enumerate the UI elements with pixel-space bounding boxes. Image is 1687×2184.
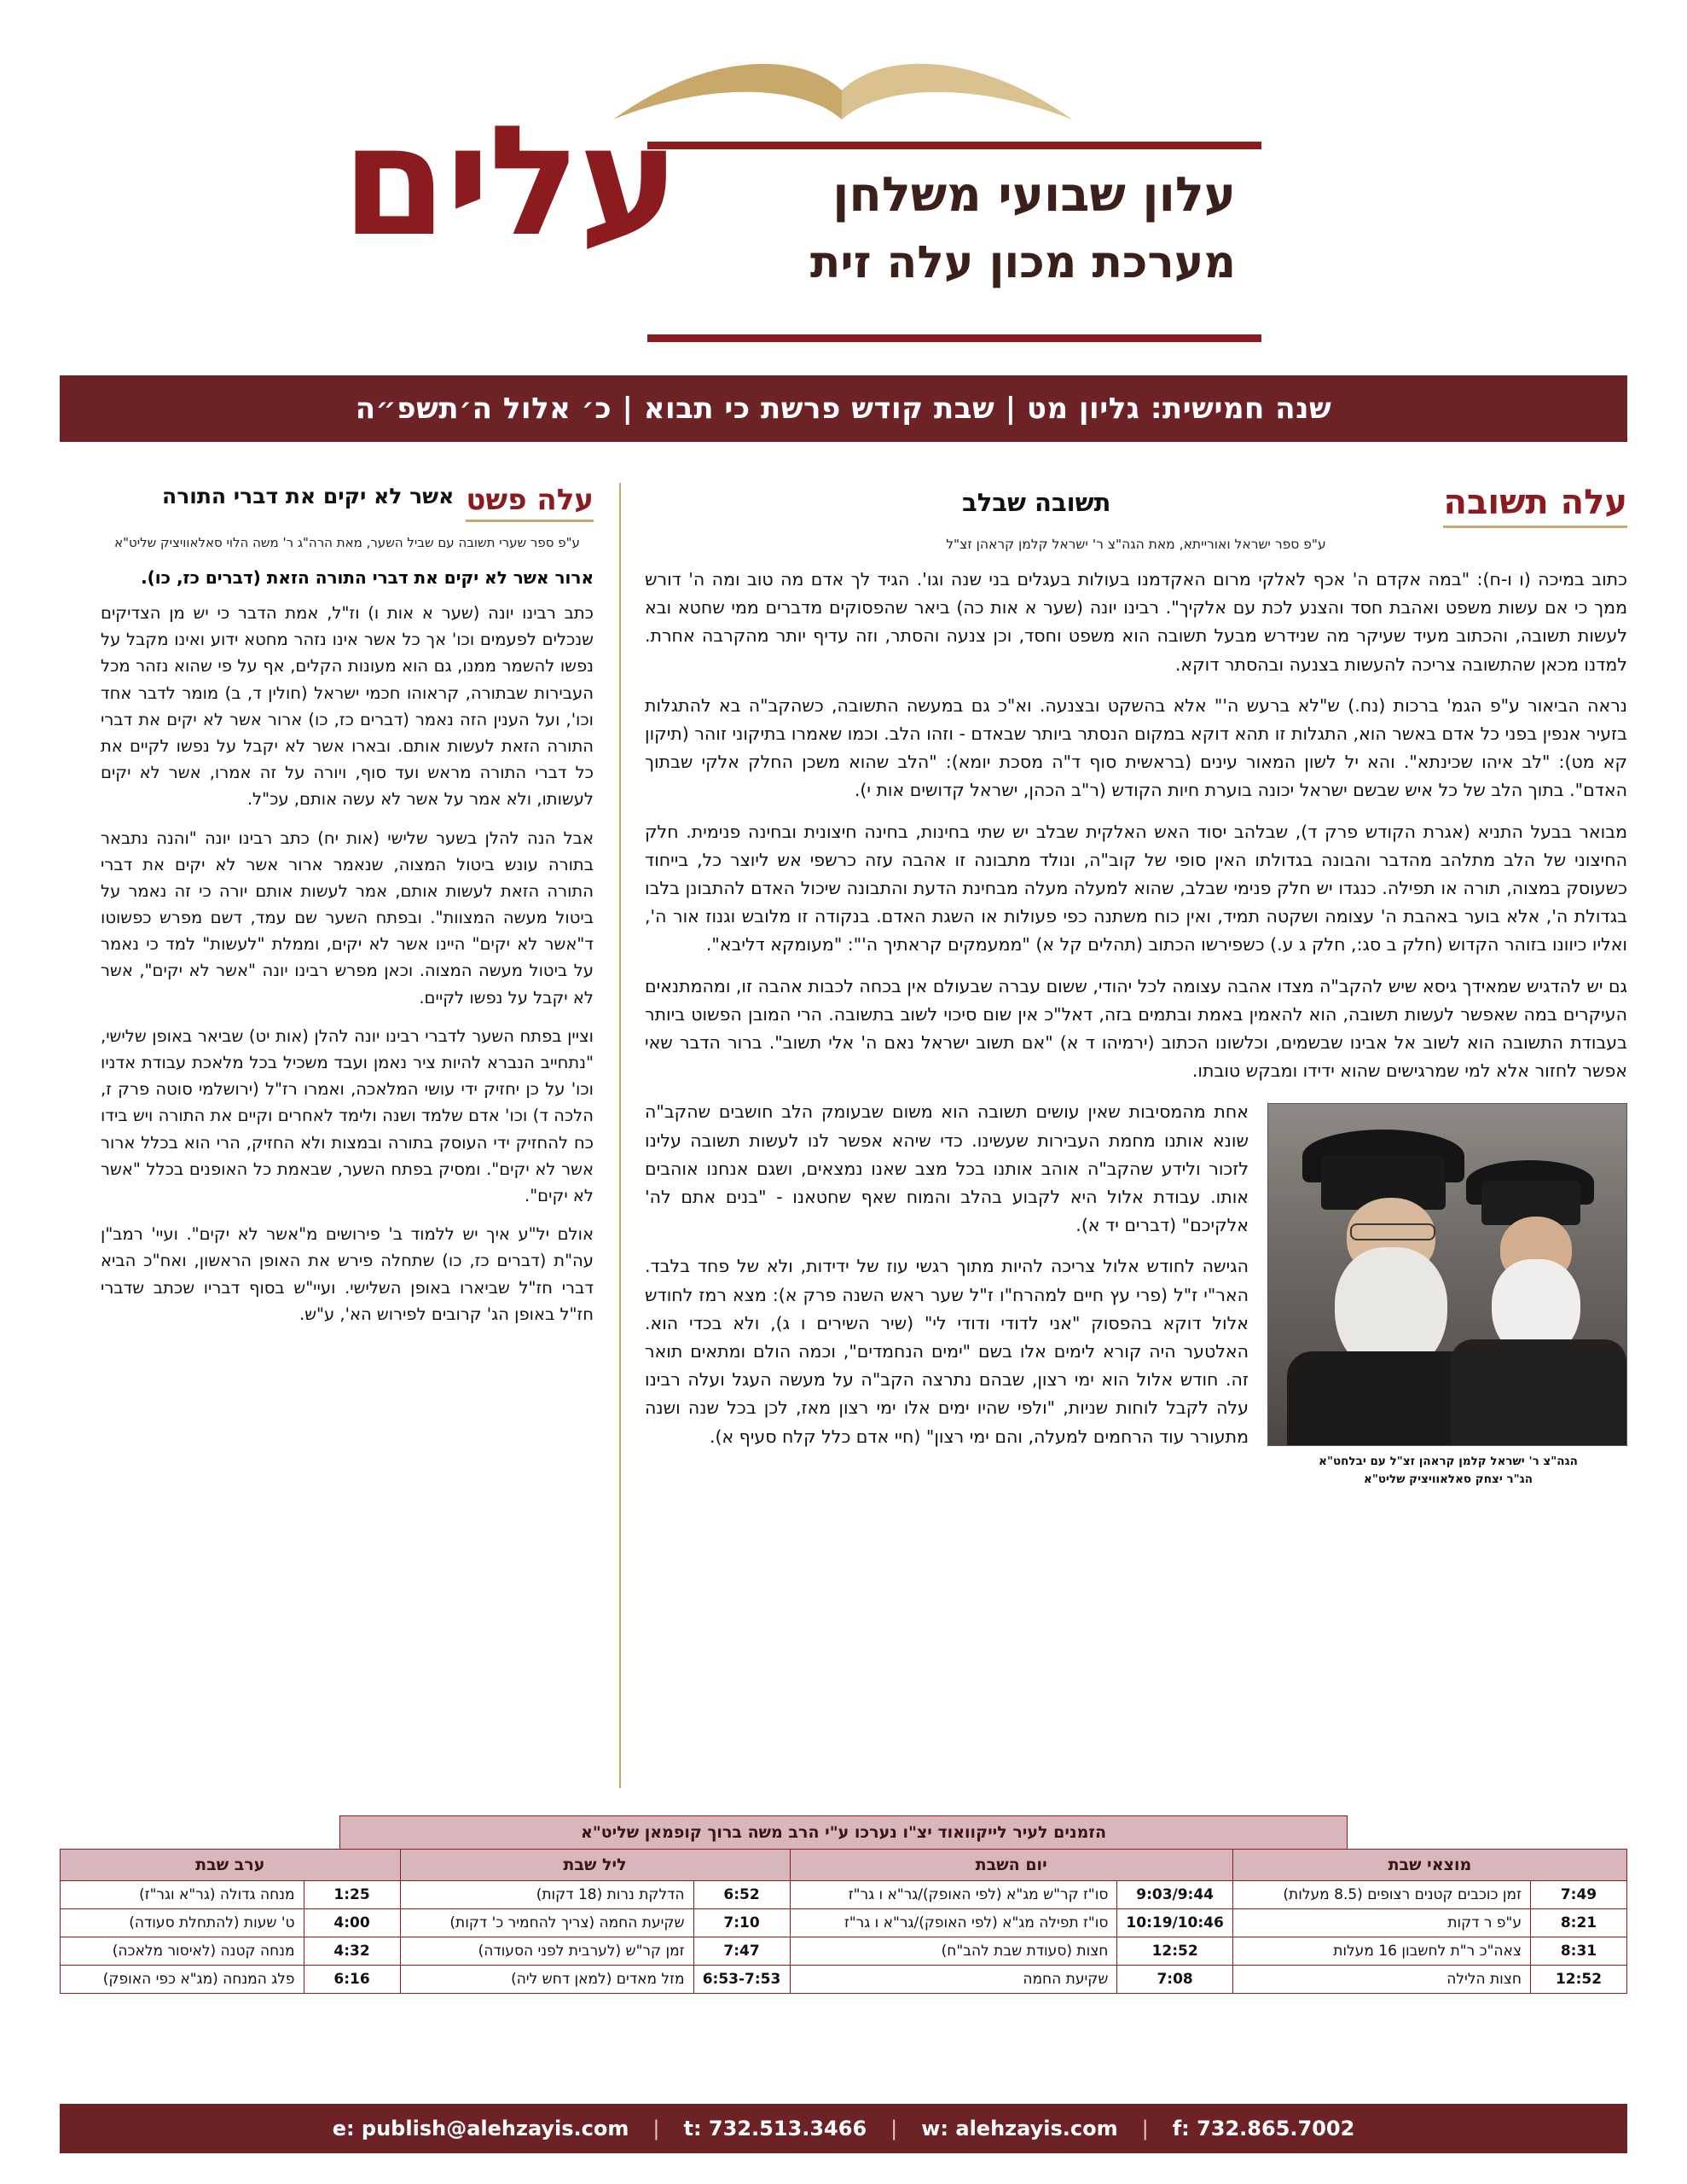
masthead-rule-bottom: [647, 334, 1261, 342]
footer-divider: |: [652, 2117, 660, 2140]
logo-subtitle-line2: מערכת מכון עלה זית: [809, 237, 1236, 288]
paragraph: נראה הביאור ע"פ הגמ' ברכות (נח.) ש"לא ברעש ה'" אלא בהשקט ובצנעה. וא"כ גם במעשה התשובה, כשהקב"ה בא להתגלות בזעיר אנפין בפני כל אדם באשר הוא, התגלות זו תהא דוקא במקום הנסתר ביותר שבאדם - וזהו הלב. וכמו שאמרו בתיקוני זוהר (תיקון קא מט): "לב איהו שכינתא". והא יל לשון המאור עינים (בראשית סוף ד"ה מסכת יומא): "הלב שהוא משכן החלק אלקי שבתוך האדם". בתוך הלב של כל איש שבשם ישראל יכונה בוערת חיות הקודש (ר"ב הכהן, ישראל קדושים אות י).: [645, 694, 1627, 801]
paragraph: הגישה לחודש אלול צריכה להיות מתוך רגשי עוז של ידידות, ולא של פחד בלבד. האר"י ז"ל (פרי עץ חיים למהרח"ו ז"ל שער ראש השנה פרק א): מצא רמז לחודש אלול דוקא בהפסוק "אני לדודי ודודי לי" (שיר השירים ו ג), ולא בכדי הוא. האלטער היה קורא לימים אלו בשם "ימים הנחמדים", וכמה הולם ומתאים תואר זה. חודש אלול הוא ימי רצון, שבהם נתרצה הקב"ה על מעשה העגל ועלה רבינו עלה לקבל לוחות שניות, "ולפי שהיו ימים אלו ימי רצון מאז, לכן בכל שנה ושנה מתעורר עוד הרחמים למעלה, והם ימי רצון" (חיי אדם כלל קלח סעיף א).: [645, 1256, 1249, 1447]
cell-motzaei-time: 8:21: [1531, 1909, 1627, 1937]
cell-leil-label: שקיעת החמה (צריך להחמיר כ' דקות): [400, 1909, 693, 1937]
article-secondary-title: אשר לא יקים את דברי התורה: [162, 484, 455, 508]
cell-yom-label: סו"ז קר"ש מג"א (לפי האופק)/גר"א ו גר"ז: [790, 1881, 1117, 1909]
article-main-subtitle: ע"פ ספר ישראל ואורייתא, מאת הגה"צ ר' ישראל קלמן קראהן זצ"ל: [946, 537, 1326, 552]
zmanim-section: [60, 1815, 1627, 1994]
paragraph: כתב רבינו יונה (שער א אות ו) וז"ל, אמת הדבר כי יש מן הצדיקים שנכלים לפעמים וכו' אך כל אשר אינו נזהר מחטא ידוע ואינו מקבל על נפשו להשמר ממנו, גם הוא מעונות הקלים, אף על פי שהוא נזהר מכל העבירות שבתורה, קראוהו חכמי ישראל (חולין ד, ב) מומר לדבר אחד וכו', ועל הענין הזה נאמר (דברים כז, כו) ארור אשר לא יקים את דברי התורה הזאת לעשות אותם. ובארו אשר לא יקבל על נפשו לקיים את כל דברי התורה מראש ועד סוף, ויורה על זה אמרו, אשר לא יקים לעשותו, ולא אמר על אשר לא עשה אותם, עכ"ל.: [101, 603, 594, 810]
article-main-body: [645, 566, 1627, 1486]
paragraph: כתוב במיכה (ו ו-ח): "במה אקדם ה' אכף לאלקי מרום האקדמנו בעולות בעגלים בני שנה וגו'. הגיד לך אדם מה טוב ומה ה' דורש ממך כי אם עשות משפט ואהבת חסד והצנע לכת עם אלקיך". רבינו יונה (שער א אות כה) ביאר שהפסוקים מדברים ממי שחטא ובא לעשות תשובה, והכתוב מעיד שעיקר מה שנידרש מבעל תשובה הוא משפט וחסד, וכן צנעה והסתר, וזה עדיף יותר מהקרבה אחרת. למדנו מכאן שהתשובה צריכה להעשות בצנעה ובהסתר דוקא.: [645, 569, 1627, 675]
article-main: [621, 483, 1627, 1788]
footer-divider: |: [890, 2117, 898, 2140]
paragraph: אולם יל"ע איך יש ללמוד ב' פירושים מ"אשר לא יקים". ועיי' רמב"ן עה"ת (דברים כז, כו) שתחלה פירש את האופן הראשון, ואח"כ הביא דברי חז"ל שביארו באופן השלישי. ועיי"ש בסוף דבריו שכתב שדברי חז"ל באופן הג' קרובים לפירוש הא', ע"ש.: [101, 1224, 594, 1324]
cell-erev-label: פלג המנחה (מג"א כפי האופק): [61, 1966, 304, 1994]
footer-divider: |: [1141, 2117, 1149, 2140]
cell-leil-time: 7:47: [693, 1937, 790, 1966]
logo-subtitle-line1: עלון שבועי משלחן: [832, 167, 1236, 223]
zmanim-col-yom: יום השבת: [790, 1850, 1232, 1881]
article-secondary-header: [101, 483, 594, 522]
masthead-rule-top: [647, 142, 1261, 149]
rabbis-photo: [1267, 1103, 1627, 1446]
zmanim-heading: הזמנים לעיר לייקוואוד יצ"ו נערכו ע"י הרב משה ברוך קופמאן שליט"א: [339, 1815, 1348, 1849]
paragraph: מבואר בבעל התניא (אגרת הקודש פרק ד), שבלהב יסוד האש האלקית שבלב יש שתי בחינות, בחינה חיצונית ובחינה פנימית. חלק החיצוני של הלב מתלהב מהדבר והבונה בגדולתו האין סופי של קוב"ה, ונולד מתבונה זו אהבה עזה כרשפי אש ליוצר כל, בייחוד כשעוסק במצוה, תורה או תפילה. כנגדו יש חלק פנימי שבלב, שהוא למעלה מעלה מבחינת הדעת והתבונה שיכול האדם להתבונן בלבו בגדולת ה', אלא בוער באהבת ה' עצומה ושקטה תמיד, ואין כוח משתנה כפי פעולות או השגת האדם. בנקודה זו מלובש וגנוז אור ה', ואליו כיוונו בזוהר הקדוש (חלק ב סג:, חלק ג ע.) כשפירשו הכתוב (תהלים קל א) "ממעמקים קראתיך ה'": "מעומקא דליבא".: [645, 821, 1627, 956]
cell-yom-time: 12:52: [1117, 1937, 1232, 1966]
cell-yom-label: חצות (סעודת שבת להב"ח): [790, 1937, 1117, 1966]
paragraph: אחת מהמסיבות שאין עושים תשובה הוא משום שבעומק הלב חושבים שהקב"ה שונא אותנו מחמת העבירות שעשינו. כדי שיהא אפשר לנו לעשות תשובה עלינו לזכור ולידע שהקב"ה אוהב אותנו בכל מצב שאנו נמצאים, ושגם אנחנו אוהבים אותו. עבודת אלול היא לקבוע בהלב והמוח שאף שחטאנו - "בנים אתם לה' אלקיכם" (דברים יד א).: [645, 1101, 1249, 1236]
footer-fax: f: 732.865.7002: [1172, 2117, 1355, 2140]
cell-leil-time: 6:53-7:53: [693, 1966, 790, 1994]
section-logo-pshat: עלה פשט: [466, 483, 594, 522]
paragraph: אבל הנה להלן בשער שלישי (אות יח) כתב רבינו יונה "והנה נתבאר בתורה עונש ביטול המצוה, שנאמר ארור אשר לא יקים את דברי התורה הזאת לעשות אותם, אמר לעשות אותם יורה כי זה נאמר על ביטול מעשה המצוות". ובפתח השער שם עמד, דשם מפרש כפשוטו ד"אשר לא יקים" היינו אשר לא יקים, וממלת "לעשות" למד כי נאמר על ביטול מעשה המצוה. וכאן מפרש רבינו יונה "אשר לא יקים", אשר לא יקבל על נפשו לקיים.: [101, 828, 594, 1008]
photo-caption-line2: הג"ר יצחק סאלאוויציק שליט"א: [1364, 1472, 1533, 1486]
cell-erev-time: 6:16: [304, 1966, 400, 1994]
article-secondary: [101, 483, 621, 1788]
zmanim-col-erev: ערב שבת: [61, 1850, 401, 1881]
zmanim-header-row: [61, 1850, 1627, 1881]
cell-erev-label: מנחה גדולה (גר"א וגר"ז): [61, 1881, 304, 1909]
cell-leil-label: זמן קר"ש (לערבית לפני הסעודה): [400, 1937, 693, 1966]
footer-email[interactable]: e: publish@alehzayis.com: [332, 2117, 629, 2140]
cell-leil-time: 6:52: [693, 1881, 790, 1909]
cell-erev-label: ט' שעות (להתחלת סעודה): [61, 1909, 304, 1937]
cell-erev-time: 1:25: [304, 1881, 400, 1909]
masthead: [0, 0, 1687, 367]
footer-contact-bar: [60, 2104, 1627, 2153]
table-row: [61, 1966, 1627, 1994]
issue-title-bar: שנה חמישית: גליון מט | שבת קודש פרשת כי תבוא | כ׳ אלול ה׳תשפ״ה: [60, 375, 1627, 442]
cell-motzaei-time: 8:31: [1531, 1937, 1627, 1966]
cell-yom-label: שקיעת החמה: [790, 1966, 1117, 1994]
table-row: [61, 1937, 1627, 1966]
section-logo-teshuva: עלה תשובה: [1443, 483, 1627, 528]
cell-erev-time: 4:32: [304, 1937, 400, 1966]
zmanim-col-motzaei: מוצאי שבת: [1232, 1850, 1626, 1881]
cell-motzaei-label: ע"פ ר דקות: [1232, 1909, 1530, 1937]
article-main-title: תשובה שבלב: [962, 488, 1111, 517]
cell-leil-time: 7:10: [693, 1909, 790, 1937]
logo-wordmark: עלים: [341, 93, 678, 270]
photo-caption: [1269, 1453, 1627, 1488]
table-row: [61, 1909, 1627, 1937]
footer-website[interactable]: w: alehzayis.com: [921, 2117, 1118, 2140]
cell-motzaei-label: זמן כוכבים קטנים רצופים (8.5 מעלות): [1232, 1881, 1530, 1909]
cell-yom-time: 10:19/10:46: [1117, 1909, 1232, 1937]
cell-yom-label: סו"ז תפילה מג"א (לפי האופק)/גר"א ו גר"ז: [790, 1909, 1117, 1937]
cell-leil-label: הדלקת נרות (18 דקות): [400, 1881, 693, 1909]
cell-yom-time: 7:08: [1117, 1966, 1232, 1994]
cell-motzaei-label: חצות הלילה: [1232, 1966, 1530, 1994]
paragraph: וציין בפתח השער לדברי רבינו יונה להלן (אות יט) שביאר באופן שלישי, "נתחייב הנברא להיות ציר נאמן ועבד משכיל בכל מלאכת עבודת אדניו וכו' על כן יחזיק ידי עושי המלאכה, ואמרו רז"ל (ירושלמי סוטה פרק ז, הלכה ד) וכו' אדם שלמד ושנה ולימד לאחרים וקיים את התורה ויש בידו כח להחזיק ידי העוסק בתורה ובמצות ולא החזיק, הרי הוא בכלל ארור אשר לא יקים". ומסיק בפתח השער, שבאמת כל האופנים בכלל "אשר לא יקים".: [101, 1025, 594, 1205]
footer-phone[interactable]: t: 732.513.3466: [683, 2117, 867, 2140]
photo-caption-line1: הגה"צ ר' ישראל קלמן קראהן זצ"ל עם יבלחט"א: [1319, 1455, 1578, 1469]
article-secondary-lead: ארור אשר לא יקים את דברי התורה הזאת (דברים כז, כו).: [141, 567, 594, 588]
zmanim-table: [60, 1849, 1627, 1994]
content-area: [60, 483, 1627, 1788]
cell-motzaei-time: 12:52: [1531, 1966, 1627, 1994]
article-secondary-body: [101, 600, 594, 1327]
table-row: [61, 1881, 1627, 1909]
logo: [341, 17, 1270, 324]
cell-motzaei-time: 7:49: [1531, 1881, 1627, 1909]
cell-motzaei-label: צאה"כ ר"ת לחשבון 16 מעלות: [1232, 1937, 1530, 1966]
paragraph: גם יש להדגיש שמאידך גיסא שיש להקב"ה מצדו אהבה עצומה לכל יהודי, ששום עברה שבעולם אין בכחה לכבות אהבה זו, ומהמתנאים העיקרים במה שאפשר לעשות תשובה, הוא להאמין באמת ובתמים בזה, דאל"כ אין שום סיכוי לשוב בתשובה. הרי המובן הפשוט ביותר בעבודת התשובה הוא לשוב אל אבינו שבשמים, וכלשונו הכתוב (ירמיהו ד א) "אם תשוב ישראל נאם ה' אלי תשוב". ברור הדבר שאי אפשר לחזור אלא למי שמרגישים שהוא ידידו ומבקש טובתו.: [645, 975, 1627, 1082]
photo-block: [1269, 1103, 1627, 1488]
cell-erev-label: מנחה קטנה (לאיסור מלאכה): [61, 1937, 304, 1966]
article-secondary-subtitle: ע"פ ספר שערי תשובה עם שביל השער, מאת הרה"ג ר' משה הלוי סאלאוויציק שליט"א: [114, 535, 580, 550]
article-main-header: [645, 483, 1627, 528]
cell-yom-time: 9:03/9:44: [1117, 1881, 1232, 1909]
zmanim-col-leil: ליל שבת: [400, 1850, 790, 1881]
cell-leil-label: מזל מאדים (למאן דחש ליה): [400, 1966, 693, 1994]
cell-erev-time: 4:00: [304, 1909, 400, 1937]
